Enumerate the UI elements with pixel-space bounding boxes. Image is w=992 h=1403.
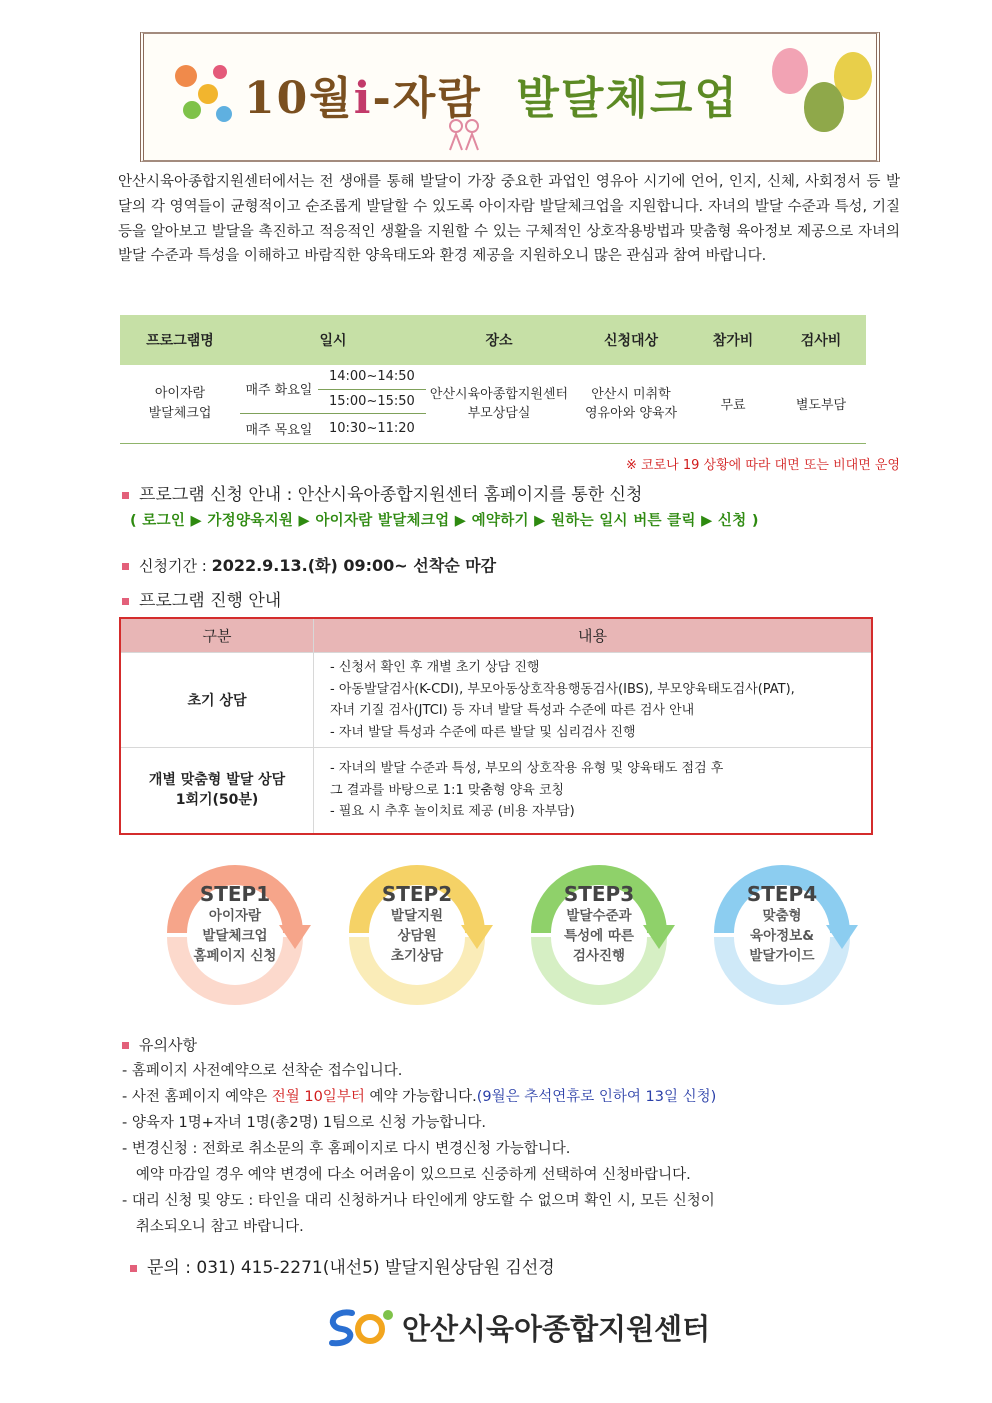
row-initial-consult-content: - 신청서 확인 후 개별 초기 상담 진행 - 아동발달검사(K-CDI), 부모아동상호작용행동검사(IBS), 부모양육태도검사(PAT), 자녀 기질 검사(JTCI) 등 자녀 발달 특성과 수준에 따른 검사 안내 - 자녀 발달 특성과 수준에 따른 발달 및 심리검사 진행 <box>314 653 873 748</box>
header-place: 장소 <box>426 315 572 365</box>
note-line: 예약 마감일 경우 예약 변경에 다소 어려움이 있으므로 신중하게 선택하여 신청바랍니다. <box>122 1167 691 1183</box>
step-title: STEP3 <box>563 882 635 906</box>
progress-heading: 프로그램 진행 안내 <box>122 586 281 611</box>
header-fee: 참가비 <box>690 315 776 365</box>
apply-steps-path: ( 로그인 ▶ 가정양육지원 ▶ 아이자람 발달체크업 ▶ 예약하기 ▶ 원하는 일시 버튼 클릭 ▶ 신청 ) <box>130 513 759 529</box>
center-logo <box>322 1303 711 1349</box>
center-logo-text: 안산시육아종합지원센터 <box>402 1312 711 1346</box>
header-banner <box>140 32 880 162</box>
bullet-square-icon <box>122 598 129 605</box>
balloon-green-icon <box>804 82 844 132</box>
kids-illustration-icon <box>444 116 484 156</box>
intro-paragraph: 안산시육아종합지원센터에서는 전 생애를 통해 발달이 가장 중요한 과업인 영유아 시기에 언어, 인지, 신체, 사회정서 등 발달의 각 영역들이 균형적이고 순조롭게 발달할 수 있도록 아이자람 발달체크업을 지원합니다. 자녀의 발달 수준과 특성, 기질 등을 알아보고 발달을 촉진하고 적응적인 생활을 지원할 수 있는 구체적인 상호작용방법과 맞춤형 육아정보 제공으로 자녀의 발달 수준과 특성을 이해하고 바람직한 양육태도와 환경 제공을 지원하오니 많은 관심과 참여 바랍니다. <box>118 174 900 265</box>
step-title: STEP1 <box>199 882 271 906</box>
step-4 <box>702 855 862 1015</box>
bullet-square-icon <box>122 563 129 570</box>
note-line: - 양육자 1명+자녀 1명(총2명) 1팀으로 신청 가능합니다. <box>122 1115 486 1131</box>
time-slot-3: 10:30~11:20 <box>318 413 426 443</box>
header-test-fee: 검사비 <box>776 315 866 365</box>
target-cell: 안산시 미취학 영유아와 양육자 <box>572 365 690 443</box>
header-program-name: 프로그램명 <box>120 315 240 365</box>
bullet-square-icon <box>130 1265 137 1272</box>
step-title: STEP4 <box>746 882 818 906</box>
day-tuesday: 매주 화요일 <box>240 365 318 413</box>
bullet-square-icon <box>122 1042 129 1049</box>
step-line: 발달지원 <box>390 908 444 924</box>
step-line: 발달수준과 <box>566 908 632 924</box>
apply-period: 신청기간 : 2022.9.13.(화) 09:00~ 선착순 마감 <box>122 553 496 576</box>
bullet-square-icon <box>122 492 129 499</box>
step-2 <box>337 855 497 1015</box>
note-line: - 홈페이지 사전예약으로 선착순 접수입니다. <box>122 1063 403 1079</box>
note-line: - 변경신청 : 전화로 취소문의 후 홈페이지로 다시 변경신청 가능합니다. <box>122 1141 571 1157</box>
time-slot-1: 14:00~14:50 <box>318 365 426 389</box>
test-fee-cell: 별도부담 <box>776 365 866 443</box>
step-line: 아이자람 <box>208 908 262 924</box>
step-line: 검사진행 <box>572 948 626 964</box>
program-info-table <box>120 315 866 444</box>
handprint-illustration-icon <box>164 52 244 132</box>
step-title: STEP2 <box>381 882 453 906</box>
note-line: - 사전 홈페이지 예약은 전월 10일부터 예약 가능합니다.(9월은 추석연휴로 인하여 13일 신청) <box>122 1089 717 1105</box>
progress-table <box>119 617 873 835</box>
step-line: 홈페이지 신청 <box>193 948 277 964</box>
place-cell: 안산시육아종합지원센터 부모상담실 <box>426 365 572 443</box>
covid-notice: ※ 코로나 19 상황에 따라 대면 또는 비대면 운영 <box>626 458 900 473</box>
center-logo-mark-icon <box>322 1303 398 1349</box>
step-line: 발달체크업 <box>202 928 268 944</box>
step-line: 발달가이드 <box>749 948 815 964</box>
note-line: 취소되오니 참고 바랍니다. <box>122 1219 304 1235</box>
note-line: - 대리 신청 및 양도 : 타인을 대리 신청하거나 타인에게 양도할 수 없으며 확인 시, 모든 신청이 <box>122 1193 715 1209</box>
step-line: 육아정보& <box>750 928 814 944</box>
row-initial-consult-label: 초기 상담 <box>120 653 314 748</box>
program-name-cell: 아이자람 발달체크업 <box>120 365 240 443</box>
notes-title: 유의사항 <box>122 1032 716 1058</box>
step-line: 초기상담 <box>390 948 444 964</box>
banner-title: 10월i-자람 발달체크업 <box>244 73 739 124</box>
header-content: 내용 <box>314 618 873 653</box>
step-3 <box>519 855 679 1015</box>
step-line: 상담원 <box>397 928 437 944</box>
row-individual-consult-content: - 자녀의 발달 수준과 특성, 부모의 상호작용 유형 및 양육태도 점검 후 그 결과를 바탕으로 1:1 맞춤형 양육 코칭 - 필요 시 추후 놀이치료 제공 (비용 자부담) <box>314 748 873 834</box>
step-line: 특성에 따른 <box>564 928 634 944</box>
fee-cell: 무료 <box>690 365 776 443</box>
row-individual-consult-label: 개별 맞춤형 발달 상담 1회기(50분) <box>120 748 314 834</box>
apply-guide-heading: 프로그램 신청 안내 : 안산시육아종합지원센터 홈페이지를 통한 신청 <box>122 480 642 505</box>
header-target: 신청대상 <box>572 315 690 365</box>
header-category: 구분 <box>120 618 314 653</box>
step-1 <box>155 855 315 1015</box>
balloon-pink-icon <box>772 48 808 94</box>
notes-section <box>122 1032 716 1240</box>
contact-info: 문의 : 031) 415-2271(내선5) 발달지원상담원 김선경 <box>130 1253 555 1278</box>
time-slot-2: 15:00~15:50 <box>318 389 426 413</box>
header-schedule: 일시 <box>240 315 426 365</box>
step-line: 맞춤형 <box>762 908 802 924</box>
day-thursday: 매주 목요일 <box>240 413 318 443</box>
